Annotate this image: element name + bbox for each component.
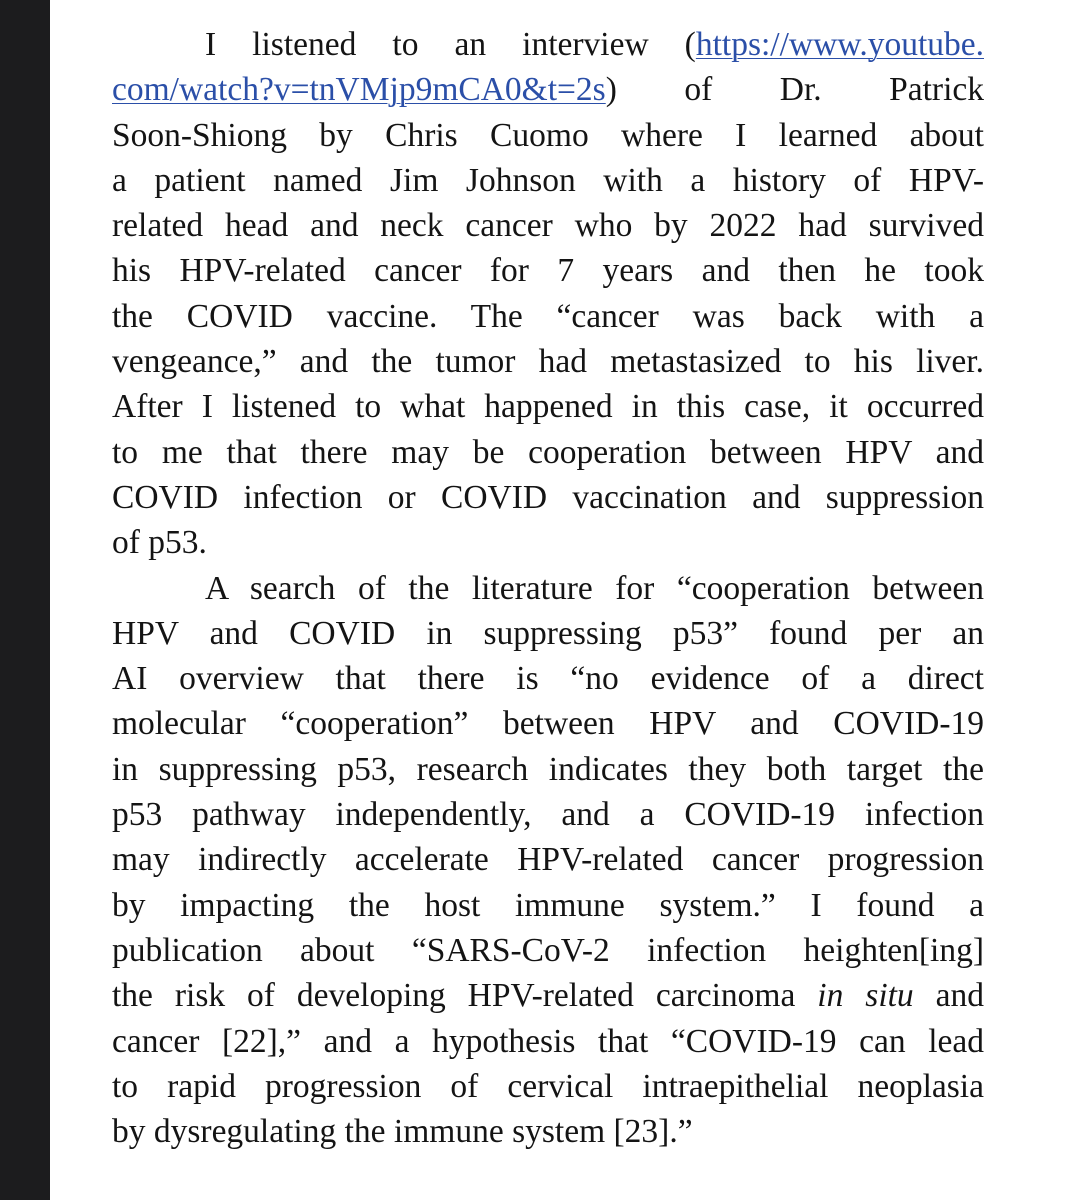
text-line: related head and neck cancer who by 2022 had survived [112, 207, 984, 245]
text-line: molecular “cooperation” between HPV and COVID-19 [112, 705, 984, 743]
text-line: may indirectly accelerate HPV-related cancer progression [112, 841, 984, 879]
text-line: by impacting the host immune system.” I found a [112, 886, 984, 924]
text-line: com/watch?v=tnVMjp9mCA0&t=2s) of Dr. Patrick [112, 71, 984, 109]
paragraph-2 [112, 566, 984, 1155]
text-line: the risk of developing HPV-related carcinoma in situ and [112, 977, 984, 1015]
text-line: vengeance,” and the tumor had metastasized to his liver. [112, 343, 984, 381]
text-line: AI overview that there is “no evidence of a direct [112, 660, 984, 698]
text-line: A search of the literature for “cooperation between [205, 569, 984, 607]
text-line: to rapid progression of cervical intraepithelial neoplasia [112, 1067, 984, 1105]
paragraph-1 [112, 22, 984, 566]
text-line: After I listened to what happened in this case, it occurred [112, 388, 984, 426]
text-line: Soon-Shiong by Chris Cuomo where I learned about [112, 116, 984, 154]
text-line: a patient named Jim Johnson with a history of HPV- [112, 161, 984, 199]
text-line: his HPV-related cancer for 7 years and then he took [112, 252, 984, 290]
youtube-link-continued[interactable]: com/watch?v=tnVMjp9mCA0&t=2s [112, 71, 606, 109]
dark-side-border [0, 0, 50, 1200]
text-line: publication about “SARS-CoV-2 infection heighten[ing] [112, 931, 984, 969]
italic-term: in situ [817, 977, 914, 1015]
text-line: HPV and COVID in suppressing p53” found per an [112, 614, 984, 652]
text-line: cancer [22],” and a hypothesis that “COVID-19 can lead [112, 1022, 984, 1060]
text-line: in suppressing p53, research indicates they both target the [112, 750, 984, 788]
youtube-link[interactable]: https://www.youtube. [695, 26, 984, 63]
document-page [50, 0, 1075, 1200]
text-line: I listened to an interview (https://www.youtube. [205, 26, 984, 63]
text-line: by dysregulating the immune system [23].” [112, 1113, 693, 1151]
text-line: p53 pathway independently, and a COVID-19 infection [112, 796, 984, 834]
text-line: of p53. [112, 524, 207, 562]
text-line: the COVID vaccine. The “cancer was back with a [112, 297, 984, 335]
document-body [112, 22, 984, 1154]
text-line: to me that there may be cooperation between HPV and [112, 433, 984, 471]
text-line: COVID infection or COVID vaccination and suppression [112, 478, 984, 516]
